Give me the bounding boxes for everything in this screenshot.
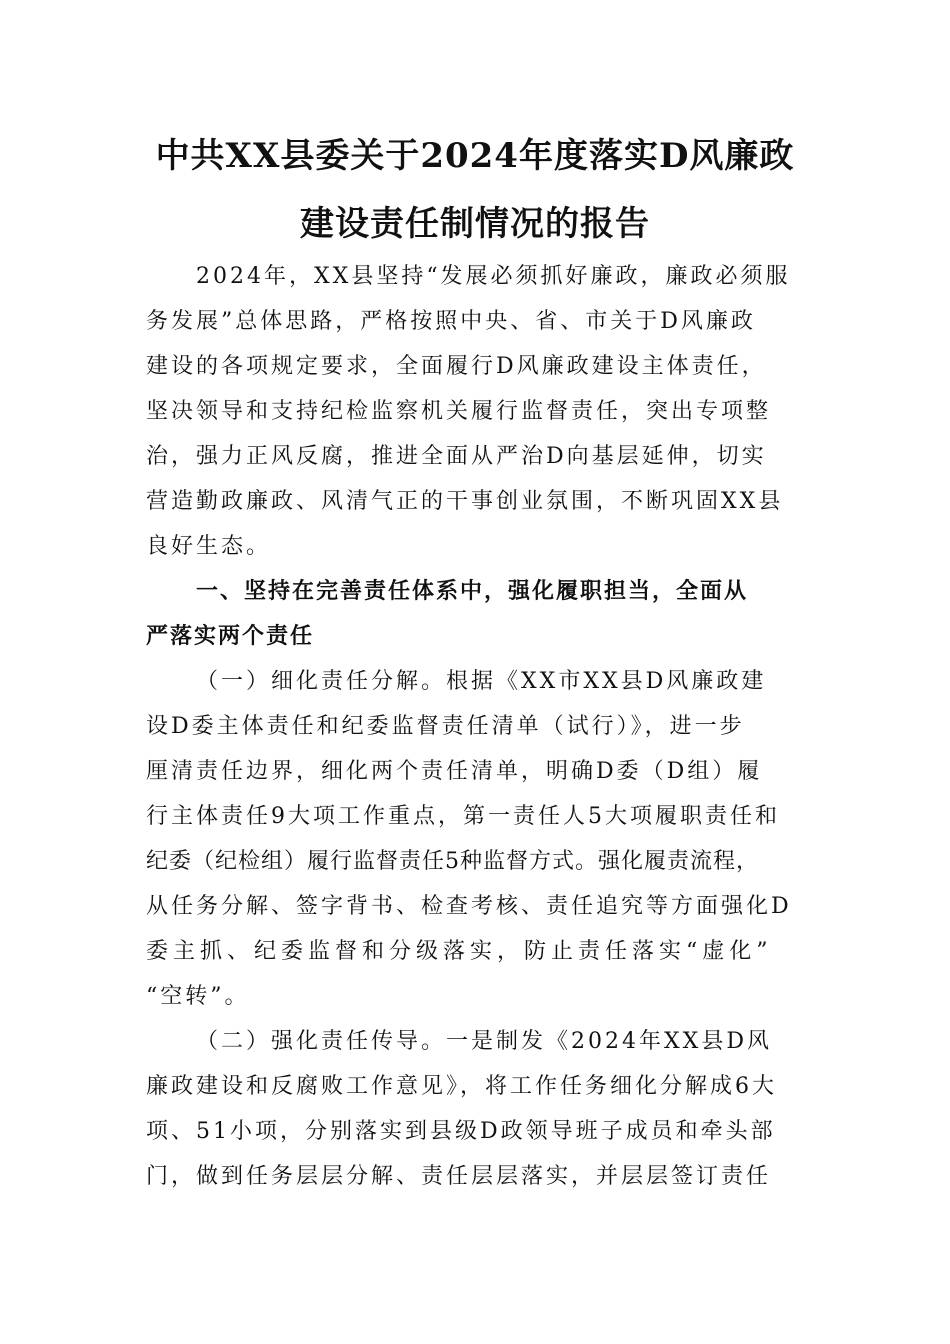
paragraph-line: 纪委（纪检组）履行监督责任5种监督方式。强化履责流程，	[146, 849, 759, 874]
paragraph-line: 坚决领导和支持纪检监察机关履行监督责任，突出专项整	[146, 399, 772, 424]
paragraph-line: 行主体责任9大项工作重点，第一责任人5大项履职责任和	[146, 804, 780, 829]
section-heading-line: 严落实两个责任	[146, 624, 315, 649]
paragraph-line: 良好生态。	[146, 534, 272, 559]
paragraph-line: 厘清责任边界，细化两个责任清单，明确D委（D组）履	[146, 759, 763, 784]
paragraph-line: 项、51小项，分别落实到县级D政领导班子成员和牵头部	[146, 1119, 776, 1144]
paragraph-line: 务发展”总体思路，严格按照中央、省、市关于D风廉政	[146, 309, 756, 334]
paragraph-line: （二）强化责任传导。一是制发《2024年XX县D风	[196, 1029, 772, 1054]
paragraph-line: 门，做到任务层层分解、责任层层落实，并层层签订责任	[146, 1164, 772, 1189]
document-title-line-1: 中共XX县委关于2024年度落实D风廉政	[155, 136, 795, 176]
paragraph-line: “空转”。	[146, 984, 250, 1009]
paragraph-line: 从任务分解、签字背书、检查考核、责任追究等方面强化D	[146, 894, 792, 919]
paragraph-line: 廉政建设和反腐败工作意见》，将工作任务细化分解成6大	[146, 1074, 777, 1099]
paragraph-line: （一）细化责任分解。根据《XX市XX县D风廉政建	[196, 669, 767, 694]
paragraph-line: 建设的各项规定要求，全面履行D风廉政建设主体责任，	[146, 354, 767, 379]
paragraph-line: 营造勤政廉政、风清气正的干事创业氛围，不断巩固XX县	[146, 489, 784, 514]
document-title-line-2: 建设责任制情况的报告	[300, 204, 650, 244]
paragraph-line: 治，强力正风反腐，推进全面从严治D向基层延伸，切实	[146, 444, 767, 469]
paragraph-line: 2024年，XX县坚持“发展必须抓好廉政，廉政必须服	[196, 264, 791, 289]
section-heading-line: 一、坚持在完善责任体系中，强化履职担当，全面从	[196, 579, 749, 604]
paragraph-line: 设D委主体责任和纪委监督责任清单（试行）》，进一步	[146, 714, 745, 739]
paragraph-line: 委主抓、纪委监督和分级落实，防止责任落实“虚化”	[146, 939, 773, 964]
